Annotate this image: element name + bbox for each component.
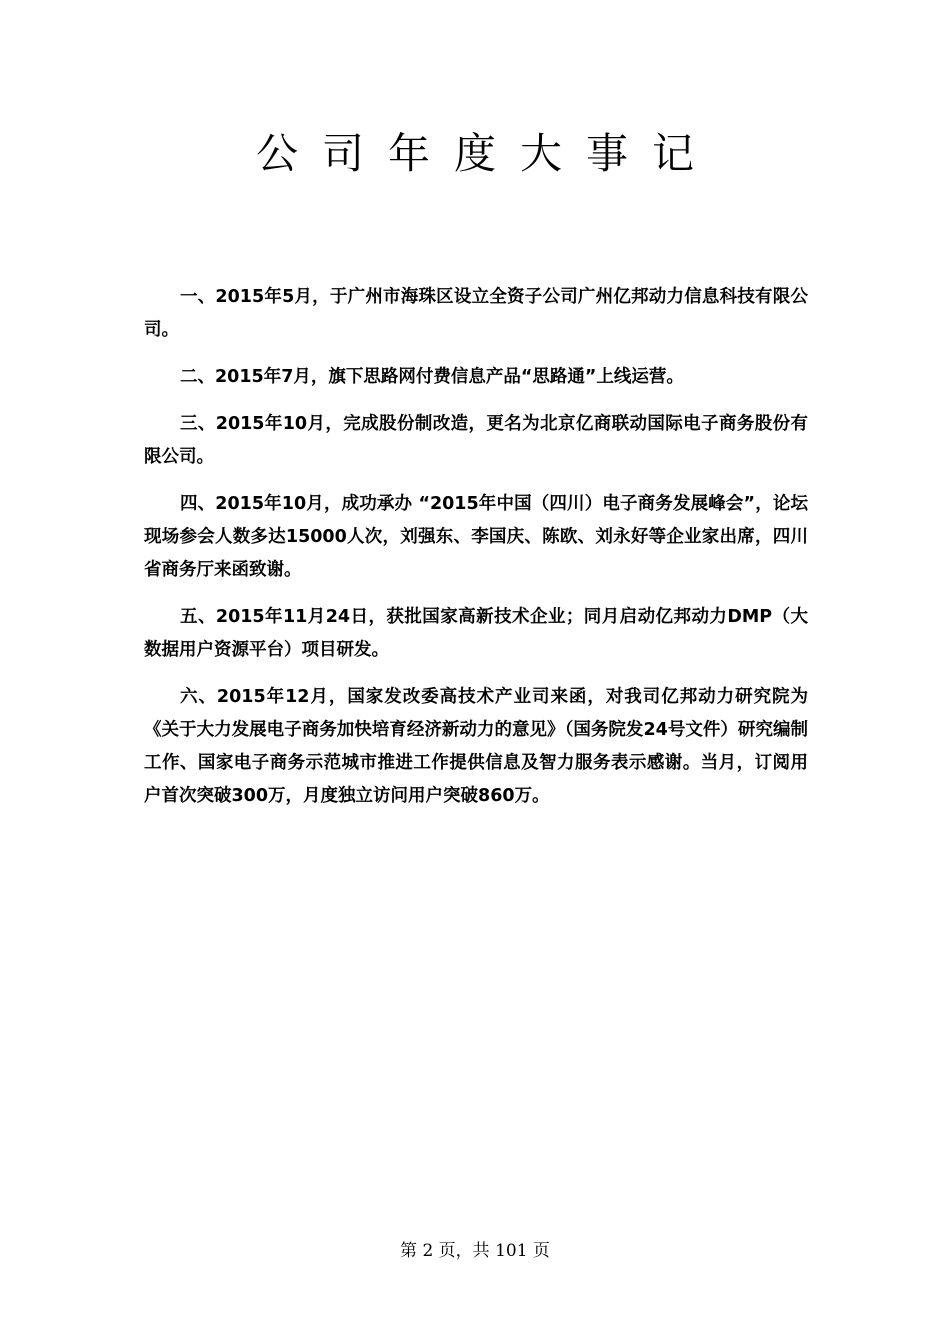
- event-paragraph-1: 一、2015年5月，于广州市海珠区设立全资子公司广州亿邦动力信息科技有限公司。: [144, 287, 808, 340]
- event-paragraph-6: 六、2015年12月，国家发改委高技术产业司来函，对我司亿邦动力研究院为《关于大力发展电子商务加快培育经济新动力的意见》（国务院发24号文件）研究编制工作、国家电子商务示范城市推进工作提供信息及智力服务表示感谢。当月，订阅用户首次突破300万，月度独立访问用户突破860万。: [144, 687, 808, 806]
- event-paragraph-4: 四、2015年10月，成功承办 “2015年中国（四川）电子商务发展峰会”，论坛现场参会人数多达15000人次，刘强东、李国庆、陈欧、刘永好等企业家出席，四川省商务厅来函致谢。: [144, 494, 808, 580]
- event-paragraph-2: 二、2015年7月，旗下思路网付费信息产品“思路通”上线运营。: [180, 367, 684, 387]
- page-number-footer: 第 2 页，共 101 页: [400, 1241, 550, 1261]
- event-paragraph-3: 三、2015年10月，完成股份制改造，更名为北京亿商联动国际电子商务股份有限公司。: [144, 414, 808, 467]
- event-paragraph-5: 五、2015年11月24日，获批国家高新技术企业；同月启动亿邦动力DMP（大数据用户资源平台）项目研发。: [144, 607, 808, 660]
- document-body: [144, 281, 808, 827]
- document-title: 公司年度大事记: [255, 129, 718, 178]
